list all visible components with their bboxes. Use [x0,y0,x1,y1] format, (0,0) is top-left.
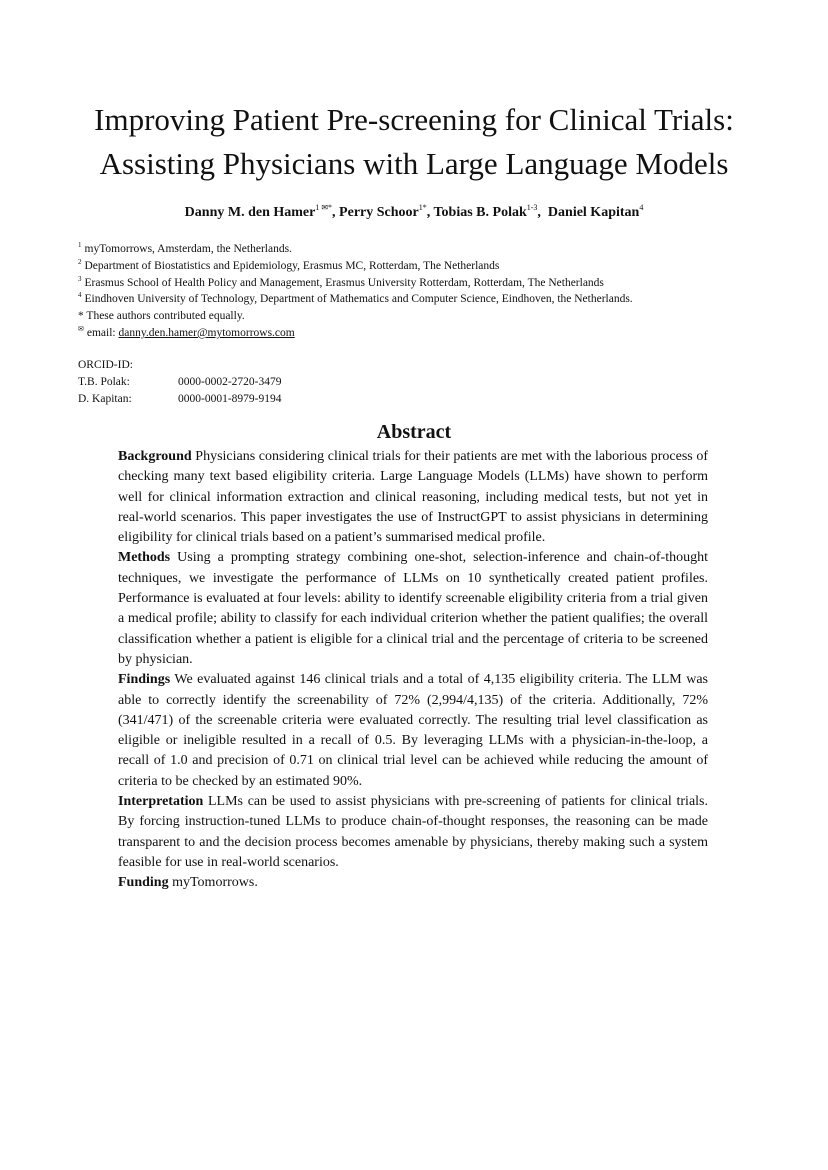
orcid-author: T.B. Polak: [78,375,130,388]
section-text: We evaluated against 146 clinical trials and a total of 4,135 eligibility criteria. The LLM was able to correctly identify the screenability of 72% (2,994/4,135) of the criteria. Additionally, 72% (341/471) of the screenable criteria were evaluated correctly. The resulting trial level classification as eligible or ineligible resulted in a recall of 0.5. By leveraging LLMs with a physician-in-the-loop, a recall of 1.0 and precision of 0.71 on clinical trial level can be achieved while reducing the amount of criteria to be checked by an estimated 90%. [118,672,708,789]
section-label: Findings [118,672,171,688]
affiliation-mark: 1 [78,241,82,249]
section-label: Interpretation [118,794,204,810]
abstract-body [118,447,708,894]
section-text: myTomorrows. [172,875,258,891]
author-name: Perry Schoor [339,205,419,220]
section-label: Methods [118,550,171,566]
affiliation-item [78,241,633,258]
email-link[interactable]: danny.den.hamer@mytomorrows.com [118,326,295,339]
author-affiliation-mark: 1 ✉* [315,203,333,212]
orcid-block [78,357,282,407]
title-line-2: Assisting Physicians with Large Language Models [99,146,729,181]
orcid-row [78,391,282,408]
email-label: email: [86,326,116,339]
author-separator: , [426,205,434,220]
affiliation-mark: 3 [78,274,82,283]
author-separator: , [537,205,548,220]
section-text: Physicians considering clinical trials for their patients are met with the laborious process of checking many text based eligibility criteria. Large Language Models (LLMs) have shown to perform well for clinical information extraction and clinical reasoning, including medical tests, but not yet in real-world scenarios. This paper investigates the use of InstructGPT to assist physicians in determining eligibility for clinical trials based on a patient’s summarised medical profile. [118,449,709,546]
affiliation-text: Erasmus School of Health Policy and Management, Erasmus University Rotterdam, Rotterdam, The Netherlands [84,276,604,289]
abstract-section-interpretation [118,792,708,873]
abstract-heading: Abstract [376,421,452,443]
orcid-id: 0000-0001-8979-9194 [178,392,282,405]
author-list [0,205,828,221]
affiliation-item [78,291,633,308]
affiliation-text: myTomorrows, Amsterdam, the Netherlands. [84,243,292,255]
abstract-section-funding [118,873,708,893]
section-text: LLMs can be used to assist physicians with pre-screening of patients for clinical trials. By forcing instruction-tuned LLMs to produce chain-of-thought responses, the reasoning can be made transparent to and the decision process becomes amenable by physicians, thereby making such a system feasible for use in real-world scenarios. [118,794,708,870]
affiliation-mark: 4 [78,291,82,300]
author-affiliation-mark: 4 [639,203,644,212]
author-affiliation-mark: 1* [418,203,427,212]
email-line [78,325,633,342]
affiliation-item [78,275,633,292]
paper-title [40,98,788,186]
affiliation-item [78,258,633,275]
affiliation-text: Department of Biostatistics and Epidemiology, Erasmus MC, Rotterdam, The Netherlands [84,259,500,272]
author-affiliation-mark: 1-3 [526,203,538,212]
title-line-1: Improving Patient Pre-screening for Clinical Trials: [94,102,734,137]
orcid-row [78,374,282,391]
author-separator: , [332,205,340,220]
affiliation-text: Eindhoven University of Technology, Department of Mathematics and Computer Science, Eindhoven, the Netherlands. [84,293,633,306]
orcid-author: D. Kapitan: [78,392,132,405]
orcid-heading: ORCID-ID: [78,359,133,371]
orcid-id: 0000-0002-2720-3479 [178,375,282,388]
affiliation-mark: 2 [78,257,82,266]
envelope-icon: ✉ [78,324,84,333]
section-text: Using a prompting strategy combining one-shot, selection-inference and chain-of-thought techniques, we investigate the performance of LLMs on 10 synthetically created patient profiles. Performance is evaluated at four levels: ability to identify screenable eligibility criteria from a trial given a medical profile; ability to classify for each individual criterion whether the patient qualifies; the overall classification whether a patient is eligible for a clinical trial and the percentage of criteria to be screened by physician. [118,550,709,667]
section-label: Background [118,449,192,464]
abstract-section-background [118,447,708,548]
author-name: Tobias B. Polak [433,205,527,220]
author-name: Danny M. den Hamer [184,205,316,220]
abstract-section-methods [118,548,708,670]
section-label: Funding [118,875,169,891]
affiliation-list [78,241,633,342]
author-name: Daniel Kapitan [547,205,640,220]
abstract-section-findings [118,670,708,792]
equal-contribution-note: * These authors contributed equally. [78,310,245,323]
